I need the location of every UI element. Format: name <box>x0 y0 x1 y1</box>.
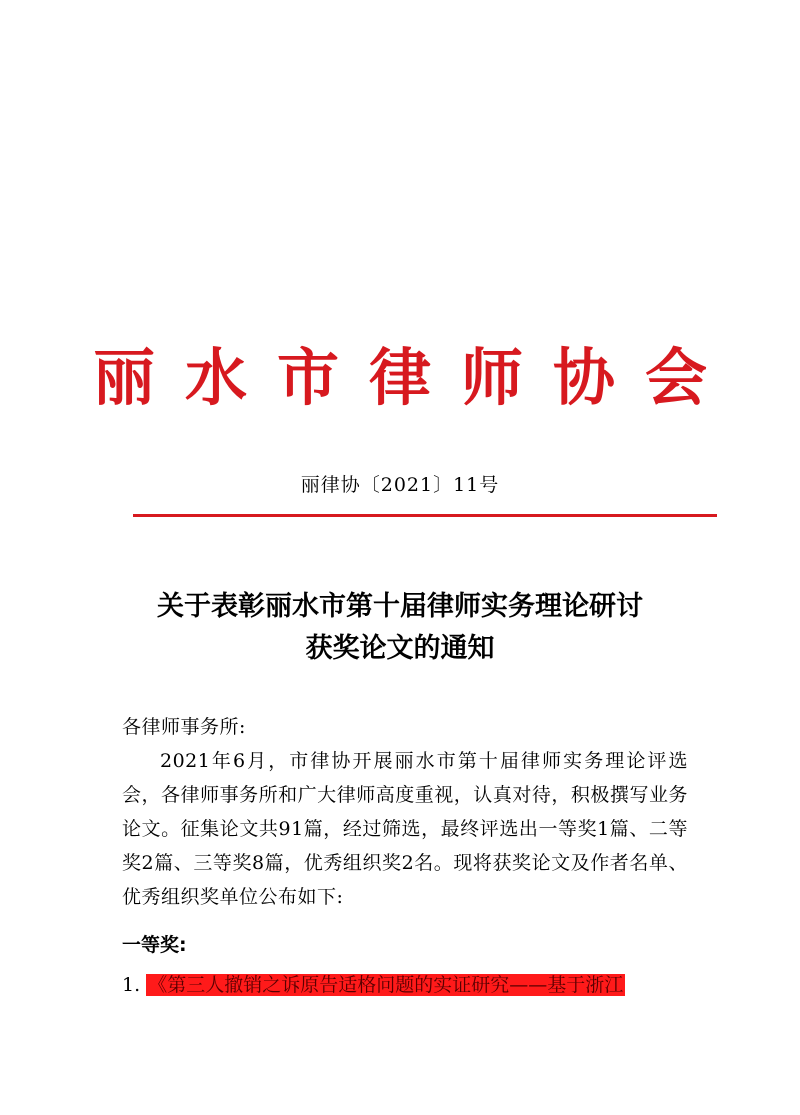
prize-item-title: 《第三人撤销之诉原告适格问题的实证研究——基于浙江 <box>148 974 624 996</box>
document-number: 丽律协〔2021〕11号 <box>300 474 500 496</box>
prize-item-number: 1. <box>122 974 141 996</box>
notice-title-line-2: 获奖论文的通知 <box>305 633 495 664</box>
header-divider <box>133 514 717 517</box>
notice-title-line-1: 关于表彰丽水市第十届律师实务理论研讨 <box>157 591 643 622</box>
first-prize-heading: 一等奖: <box>122 934 187 956</box>
notice-body <box>122 710 688 914</box>
notice-title <box>0 586 800 670</box>
salutation: 各律师事务所: <box>122 716 246 738</box>
organization-header: 丽水市律师协会 <box>92 341 737 414</box>
prize-list-item <box>122 970 692 1000</box>
body-paragraph: 2021年6月，市律协开展丽水市第十届律师实务理论评选会，各律师事务所和广大律师高度重视，认真对待，积极撰写业务论文。征集论文共91篇，经过筛选，最终评选出一等奖1篇、二等奖2篇、三等奖8篇，优秀组织奖2名。现将获奖论文及作者名单、优秀组织奖单位公布如下: <box>122 750 688 908</box>
